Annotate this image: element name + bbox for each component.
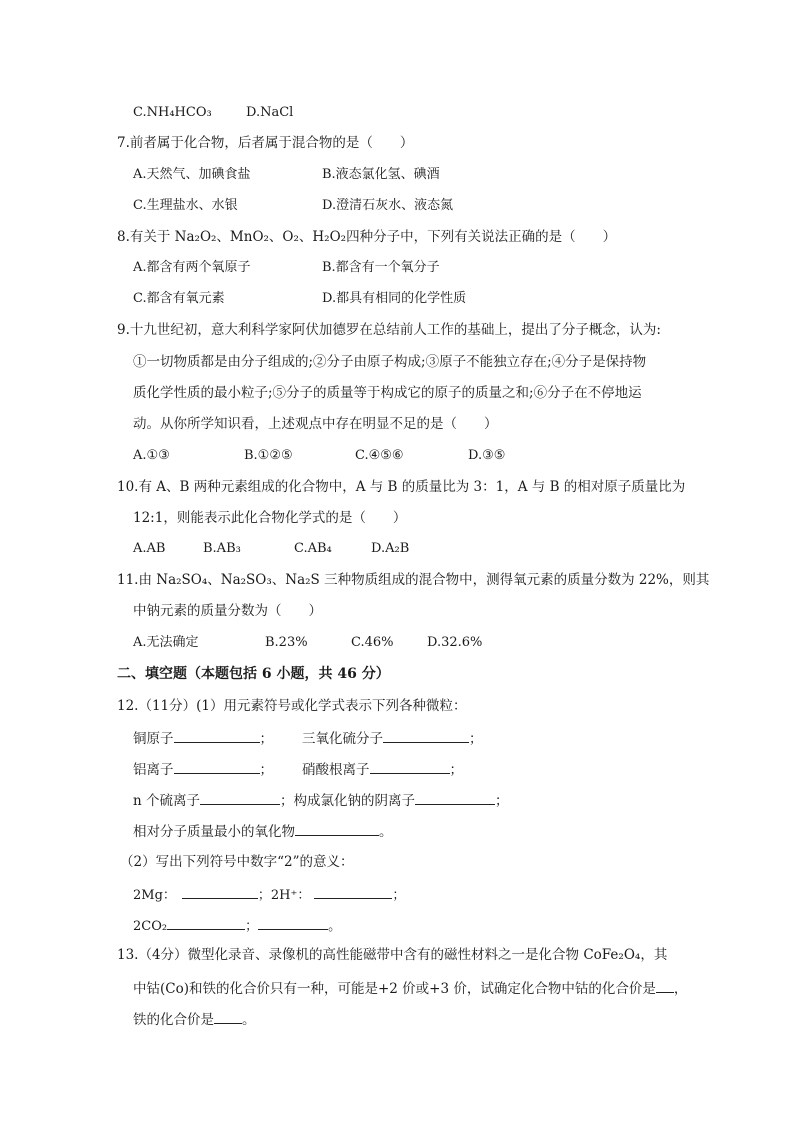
- q11-option-c[interactable]: C.46%: [351, 635, 394, 650]
- question-8-stem: 8.有关于 Na₂O₂、MnO₂、O₂、H₂O₂四种分子中，下列有关说法正确的是（ ）: [117, 229, 617, 245]
- q7-option-b[interactable]: B.液态氯化氢、碘酒: [322, 167, 440, 182]
- separator: ；: [259, 731, 273, 747]
- q7-option-a[interactable]: A.天然气、加碘食盐: [133, 167, 251, 182]
- q12-row-2b: [302, 759, 463, 779]
- smallest-oxide-label: 相对分子质量最小的氧化物: [133, 824, 295, 840]
- q9-option-b[interactable]: B.①②⑤: [244, 448, 293, 463]
- question-13-line-3: [133, 1009, 256, 1029]
- cobalt-valence-blank[interactable]: [656, 978, 674, 993]
- q10-option-b[interactable]: B.AB₃: [203, 541, 241, 556]
- co2-label: 2CO₂: [133, 919, 168, 934]
- q8-option-a[interactable]: A.都含有两个氧原子: [133, 260, 251, 275]
- q7-option-d[interactable]: D.澄清石灰水、液态氮: [322, 198, 454, 213]
- q11-option-b[interactable]: B.23%: [265, 635, 308, 650]
- copper-atom-label: 铜原子: [133, 731, 174, 747]
- q8-option-b[interactable]: B.都含有一个氧分子: [322, 260, 440, 275]
- comma: ，: [673, 981, 688, 997]
- question-11-line-1: 11.由 Na₂SO₄、Na₂SO₃、Na₂S 三种物质组成的混合物中，测得氧元素的质量分数为 22%，则其: [117, 572, 710, 588]
- q10-option-a[interactable]: A.AB: [133, 541, 166, 556]
- so3-molecule-blank[interactable]: [383, 728, 469, 743]
- separator: ；: [449, 762, 463, 778]
- question-9-line-4: 动。从你所学知识看，上述观点中存在明显不足的是（ ）: [133, 416, 498, 432]
- aluminum-ion-label: 铝离子: [133, 762, 174, 778]
- period: 。: [379, 824, 393, 840]
- h2plus-label: ；2H⁺：: [257, 888, 311, 903]
- q7-option-c[interactable]: C.生理盐水、水银: [133, 198, 238, 213]
- separator: ；: [392, 888, 406, 903]
- q12-row-5: [133, 884, 405, 905]
- question-10-line-2: 12:1，则能表示此化合物化学式的是（ ）: [133, 510, 407, 526]
- q12-row-3: [133, 790, 509, 810]
- aluminum-ion-blank[interactable]: [174, 759, 260, 774]
- question-13-line-2-text: 中钴(Co)和铁的化合价只有一种，可能是+2 价或+3 价，试确定化合物中钴的化合价是: [133, 981, 656, 997]
- question-9-line-2: ①一切物质都是由分子组成的;②分子由原子构成;③原子不能独立存在;④分子是保持物: [133, 354, 647, 370]
- separator: ；: [245, 919, 259, 934]
- question-9-line-1: 9.十九世纪初，意大利科学家阿伏加德罗在总结前人工作的基础上，提出了分子概念，认为:: [117, 322, 661, 338]
- iron-valence-blank[interactable]: [214, 1009, 242, 1024]
- so3-molecule-label: 三氧化硫分子: [302, 731, 383, 747]
- n-sulfur-ions-blank[interactable]: [200, 790, 280, 805]
- question-13-line-3-text: 铁的化合价是: [133, 1012, 214, 1028]
- h2plus-blank[interactable]: [314, 884, 392, 899]
- nitrate-ion-blank[interactable]: [370, 759, 450, 774]
- nacl-anion-label: ；构成氯化钠的阴离子: [280, 793, 415, 809]
- q12-row-6: [133, 915, 341, 936]
- mg2-blank[interactable]: [182, 884, 258, 899]
- co2-blank-1[interactable]: [167, 915, 245, 930]
- question-9-line-3: 质化学性质的最小粒子;⑤分子的质量等于构成它的原子的质量之和;⑥分子在不停地运: [133, 385, 642, 401]
- copper-atom-blank[interactable]: [174, 728, 260, 743]
- q12-part-2: （2）写出下列符号中数字“2”的意义：: [120, 854, 354, 870]
- nacl-anion-blank[interactable]: [415, 790, 495, 805]
- co2-blank-2[interactable]: [258, 915, 328, 930]
- mg2-label: 2Mg：: [133, 888, 176, 903]
- period: 。: [328, 919, 342, 934]
- n-sulfur-ions-label: n 个硫离子: [133, 793, 200, 809]
- smallest-oxide-blank[interactable]: [295, 821, 379, 836]
- question-13-line-2: [133, 978, 687, 998]
- q12-row-1: [133, 728, 273, 748]
- q10-option-c[interactable]: C.AB₄: [294, 541, 332, 556]
- separator: ；: [495, 793, 509, 809]
- q12-row-4: [133, 821, 393, 841]
- q12-row-2: [133, 759, 273, 779]
- q9-option-a[interactable]: A.①③: [133, 448, 170, 463]
- question-12-stem: 12.（11分）(1）用元素符号或化学式表示下列各种微粒：: [117, 698, 467, 714]
- separator: ；: [469, 731, 483, 747]
- q9-option-d[interactable]: D.③⑤: [468, 448, 506, 463]
- q8-option-d[interactable]: D.都具有相同的化学性质: [322, 291, 467, 306]
- q11-option-d[interactable]: D.32.6%: [427, 635, 483, 650]
- q12-row-1b: [302, 728, 483, 748]
- section-2-title: 二、填空题（本题包括 6 小题，共 46 分）: [117, 666, 390, 682]
- question-13-line-1: 13.（4分）微型化录音、录像机的高性能磁带中含有的磁性材料之一是化合物 CoFe₂O₄，其: [117, 947, 668, 963]
- q9-option-c[interactable]: C.④⑤⑥: [355, 448, 404, 463]
- q6-option-d[interactable]: D.NaCl: [246, 105, 294, 120]
- question-7-stem: 7.前者属于化合物，后者属于混合物的是（ ）: [117, 135, 414, 151]
- q6-option-c[interactable]: C.NH₄HCO₃: [133, 105, 212, 120]
- question-10-line-1: 10.有 A、B 两种元素组成的化合物中，A 与 B 的质量比为 3：1，A 与 B 的相对原子质量比为: [117, 479, 686, 495]
- q11-option-a[interactable]: A.无法确定: [133, 635, 199, 650]
- q8-option-c[interactable]: C.都含有氧元素: [133, 291, 225, 306]
- question-11-line-2: 中钠元素的质量分数为（ ）: [133, 603, 322, 619]
- period: 。: [242, 1012, 256, 1028]
- separator: ；: [259, 762, 273, 778]
- q10-option-d[interactable]: D.A₂B: [371, 541, 410, 556]
- nitrate-ion-label: 硝酸根离子: [302, 762, 370, 778]
